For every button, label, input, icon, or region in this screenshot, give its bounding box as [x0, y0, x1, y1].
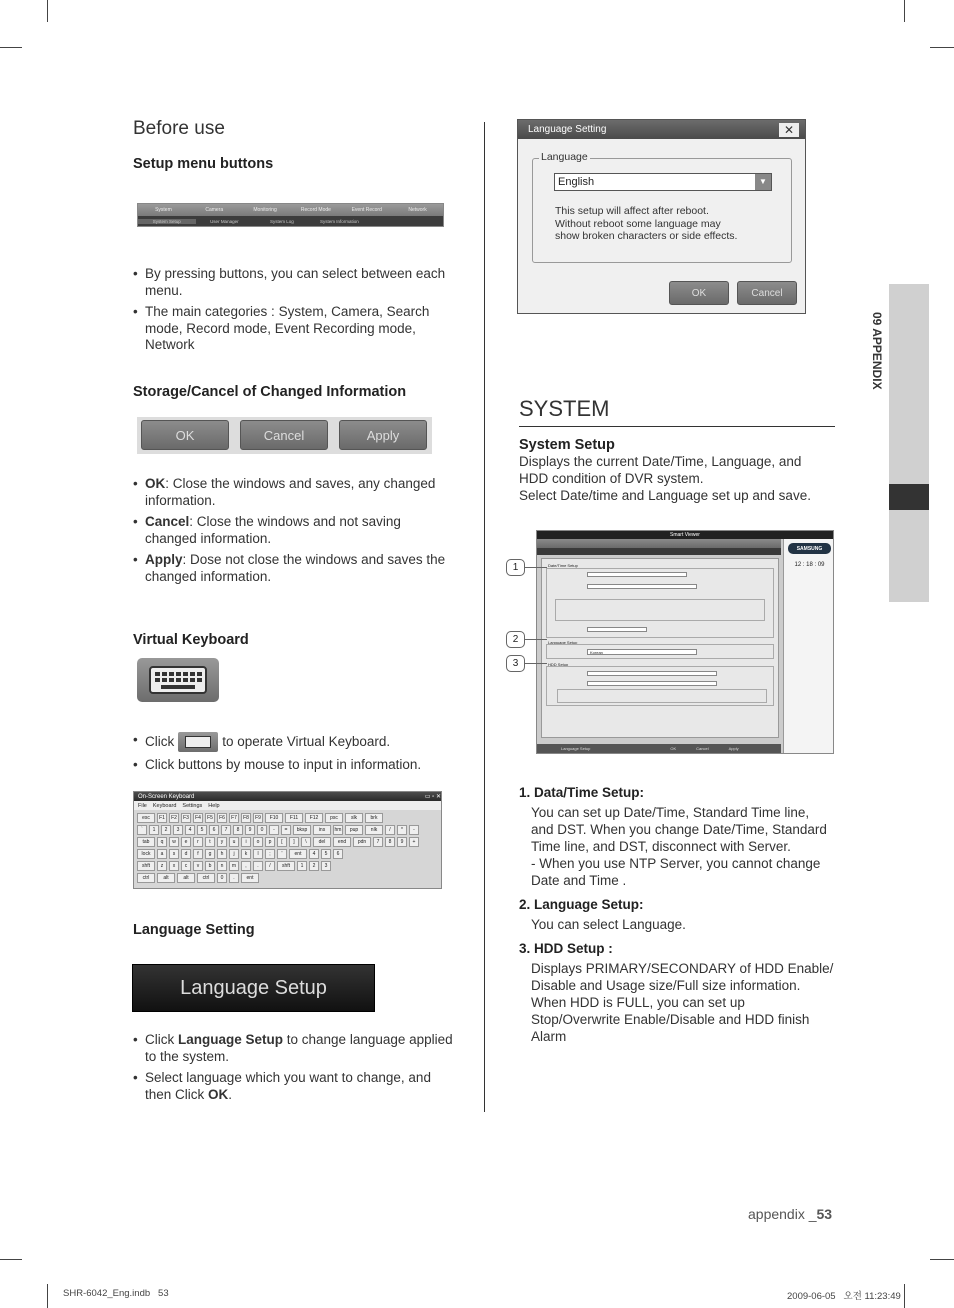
viewer-bottom-bar: Language Setup OK Cancel Apply — [537, 744, 781, 753]
dialog-titlebar: Language Setting ✕ — [518, 120, 805, 139]
osk-key[interactable]: v — [193, 861, 203, 871]
osk-key[interactable]: 4 — [185, 825, 195, 835]
osk-key[interactable]: psc — [325, 813, 343, 823]
file-info: SHR-6042_Eng.indb 53 — [63, 1288, 169, 1299]
osk-key[interactable]: x — [169, 861, 179, 871]
osk-key[interactable]: F12 — [305, 813, 323, 823]
osk-menu-item[interactable]: File — [138, 802, 147, 809]
page-number: appendix _53 — [748, 1206, 833, 1222]
system-intro: Displays the current Date/Time, Language, and HDD condition of DVR system. Select Date/time and Language set up and save. — [519, 454, 811, 503]
osk-key[interactable]: ctrl — [197, 873, 215, 883]
osk-key[interactable]: d — [181, 849, 191, 859]
osk-menu-item[interactable]: Settings — [182, 802, 203, 809]
viewer-subtabs — [537, 548, 781, 555]
keyboard-icon — [178, 732, 218, 752]
osk-key[interactable]: F10 — [265, 813, 283, 823]
osk-key[interactable]: ctrl — [137, 873, 155, 883]
crop-mark — [47, 0, 48, 22]
osk-key[interactable]: 0 — [217, 873, 227, 883]
viewer-sidebar — [783, 539, 834, 754]
crop-mark — [0, 1259, 22, 1260]
osk-key[interactable]: 6 — [209, 825, 219, 835]
osk-key[interactable]: r — [193, 837, 203, 847]
osk-key[interactable]: F7 — [229, 813, 239, 823]
crop-mark — [930, 47, 954, 48]
osk-key[interactable]: 6 — [333, 849, 343, 859]
callout-1: 1 — [506, 559, 525, 576]
osk-key[interactable]: . — [229, 873, 239, 883]
osk-key[interactable]: esc — [137, 813, 155, 823]
column-divider — [484, 122, 485, 1112]
system-setup-heading: System Setup — [519, 437, 615, 453]
osk-key[interactable]: lock — [137, 849, 155, 859]
vk-heading: Virtual Keyboard — [133, 632, 249, 648]
language-bullets — [133, 1032, 453, 1108]
osk-key[interactable]: p — [265, 837, 275, 847]
close-icon[interactable]: ✕ — [779, 123, 799, 137]
menu-subtab-bar — [138, 216, 443, 226]
osk-key[interactable]: 3 — [321, 861, 331, 871]
crop-mark — [904, 1284, 905, 1308]
menu-tab-bar — [138, 204, 443, 216]
osk-key[interactable]: h — [217, 849, 227, 859]
crop-mark — [0, 47, 22, 48]
osk-key[interactable]: F9 — [253, 813, 263, 823]
hdd-group — [546, 666, 774, 706]
vk-bullets — [133, 732, 453, 779]
osk-key[interactable]: slk — [345, 813, 363, 823]
language-select[interactable]: English ▼ — [554, 173, 772, 191]
osk-key[interactable]: k — [241, 849, 251, 859]
dialog-message: This setup will affect after reboot. Without reboot some language may show broken characters or side effects. — [555, 205, 738, 242]
osk-key[interactable]: , — [241, 861, 251, 871]
menu-tab[interactable]: Event Record — [351, 207, 382, 213]
osk-key[interactable]: t — [205, 837, 215, 847]
osk-key[interactable]: end — [333, 837, 351, 847]
osk-key[interactable]: 4 — [309, 849, 319, 859]
osk-key[interactable]: ' — [277, 849, 287, 859]
callout-3: 3 — [506, 655, 525, 672]
callout-line — [525, 663, 547, 664]
osk-key[interactable]: F2 — [169, 813, 179, 823]
osk-key[interactable]: * — [397, 825, 407, 835]
osk-key[interactable]: b — [205, 861, 215, 871]
osk-key[interactable]: \ — [301, 837, 311, 847]
crop-mark — [47, 1284, 48, 1308]
osk-key[interactable]: - — [409, 825, 419, 835]
title-rule — [519, 426, 835, 427]
list-item: • The main categories : System, Camera, Search mode, Record mode, Event Recording mode, Network — [133, 304, 453, 354]
list-item: 1. Data/Time Setup: You can set up Date/Time, Standard Time line, and DST. When you change Date/Time, Standard Time line, and DST, disconnect with Server. - When you use NTP Server, you cannot change Date and Time . — [519, 785, 827, 888]
setup-menu-bullets — [133, 266, 453, 359]
osk-key[interactable]: brk — [365, 813, 383, 823]
list-item: • Cancel: Close the windows and not saving changed information. — [133, 514, 453, 547]
language-setting-heading: Language Setting — [133, 922, 255, 938]
list-item: • Click to operate Virtual Keyboard. — [133, 732, 453, 752]
osk-key[interactable]: m — [229, 861, 239, 871]
osk-key[interactable]: F11 — [285, 813, 303, 823]
osk-key[interactable]: 1 — [149, 825, 159, 835]
system-title: SYSTEM — [519, 396, 610, 421]
menu-subtab[interactable]: User Manager — [210, 218, 239, 224]
menu-tab[interactable]: System — [155, 207, 172, 213]
menu-tab[interactable]: Record Mode — [300, 207, 331, 213]
callout-2: 2 — [506, 631, 525, 648]
osk-key[interactable]: ] — [289, 837, 299, 847]
osk-key[interactable]: 9 — [397, 837, 407, 847]
osk-key[interactable]: c — [181, 861, 191, 871]
viewer-titlebar: Smart Viewer — [537, 531, 833, 539]
osk-keys — [134, 810, 441, 888]
osk-key[interactable]: j — [229, 849, 239, 859]
viewer-tabs — [537, 539, 781, 548]
osk-key[interactable]: ent — [241, 873, 259, 883]
osk-key[interactable]: 9 — [245, 825, 255, 835]
setup-items — [519, 785, 835, 1045]
osk-key[interactable]: f — [193, 849, 203, 859]
dialog-cancel-button[interactable]: Cancel — [737, 281, 797, 305]
language-setup-button[interactable]: Language Setup — [132, 964, 375, 1012]
crop-mark — [904, 0, 905, 22]
osk-key[interactable]: F8 — [241, 813, 251, 823]
menu-subtab[interactable]: System Information — [320, 218, 359, 224]
osk-key[interactable]: i — [241, 837, 251, 847]
osk-key[interactable]: alt — [157, 873, 175, 883]
osk-key[interactable]: F4 — [193, 813, 203, 823]
callout-line — [525, 639, 547, 640]
group-label: Language — [541, 151, 588, 163]
osk-key[interactable]: 5 — [197, 825, 207, 835]
osk-key[interactable]: g — [205, 849, 215, 859]
osk-key[interactable]: pup — [345, 825, 363, 835]
print-stamp: 2009-06-05 오전 11:23:49 — [787, 1291, 901, 1302]
osk-menubar — [134, 801, 441, 810]
term: Apply — [145, 552, 183, 567]
ok-button[interactable]: OK — [141, 420, 229, 450]
osk-key[interactable]: u — [229, 837, 239, 847]
side-tab — [865, 284, 929, 602]
osk-key[interactable]: F5 — [205, 813, 215, 823]
osk-menu-item[interactable]: Help — [208, 802, 220, 809]
osk-key[interactable]: 1 — [297, 861, 307, 871]
osk-key[interactable]: 3 — [173, 825, 183, 835]
osk-key[interactable]: w — [169, 837, 179, 847]
setup-menu-heading: Setup menu buttons — [133, 156, 274, 172]
cancel-button[interactable]: Cancel — [240, 420, 328, 450]
list-item: 2. Language Setup: You can select Language. — [519, 897, 686, 932]
osk-key[interactable]: tab — [137, 837, 155, 847]
term: Cancel — [145, 514, 190, 529]
menu-subtab[interactable]: System Setup — [138, 219, 196, 224]
osk-key[interactable]: n — [217, 861, 227, 871]
osk-key[interactable]: ins — [313, 825, 331, 835]
section-title: Before use — [133, 118, 225, 139]
list-item: • Apply: Dose not close the windows and saves the changed information. — [133, 552, 453, 585]
osk-key[interactable]: hm — [334, 827, 342, 833]
list-item: 3. HDD Setup : Displays PRIMARY/SECONDARY of HDD Enable/ Disable and Usage size/Full size information. When HDD is FULL, you can set up Stop/Overwrite Enable/Disable and HDD finish Alarm — [519, 941, 834, 1044]
keyboard-icon — [149, 666, 207, 694]
osk-key[interactable]: o — [253, 837, 263, 847]
osk-key[interactable]: / — [385, 825, 395, 835]
osk-key[interactable]: 2 — [309, 861, 319, 871]
osk-key[interactable]: ; — [265, 849, 275, 859]
list-item: • OK: Close the windows and saves, any changed information. — [133, 476, 453, 509]
storage-bullets — [133, 476, 453, 590]
language-group — [532, 151, 792, 263]
osk-key[interactable]: pdn — [353, 837, 371, 847]
menu-subtab[interactable]: System Log — [269, 218, 294, 224]
storage-buttons-image — [137, 417, 432, 454]
keyboard-button[interactable] — [137, 658, 219, 702]
side-tab-marker — [889, 484, 929, 510]
osk-key[interactable]: 0 — [257, 825, 267, 835]
osk-key[interactable]: 8 — [385, 837, 395, 847]
osk-key[interactable]: q — [157, 837, 167, 847]
osk-key[interactable]: F6 — [217, 813, 227, 823]
osk-key[interactable]: 2 — [161, 825, 171, 835]
viewer-content: Date/Time Setup Language Setup Korean HDD Setup — [541, 558, 779, 738]
osk-key[interactable]: . — [253, 861, 263, 871]
osk-key[interactable]: shft — [277, 861, 295, 871]
osk-key[interactable]: alt — [177, 873, 195, 883]
list-item: • Select language which you want to change, and then Click OK. — [133, 1070, 453, 1103]
language-group: Korean — [546, 644, 774, 659]
menu-tab[interactable]: Network — [408, 207, 427, 213]
osk-key[interactable]: 7 — [221, 825, 231, 835]
osk-key[interactable]: 7 — [373, 837, 383, 847]
date-group — [546, 568, 774, 638]
osk-key[interactable]: F3 — [181, 813, 191, 823]
osk-key[interactable]: nlk — [365, 825, 383, 835]
side-tab-label: 09 APPENDIX — [870, 312, 884, 390]
samsung-logo: SAMSUNG — [788, 543, 831, 554]
osk-key[interactable]: del — [313, 837, 331, 847]
osk-key[interactable]: z — [157, 861, 167, 871]
osk-key[interactable]: l — [253, 849, 263, 859]
osk-key[interactable]: + — [409, 837, 419, 847]
osk-key[interactable]: - — [269, 825, 279, 835]
osk-key[interactable]: a — [157, 849, 167, 859]
list-item: • By pressing buttons, you can select between each menu. — [133, 266, 453, 299]
osk-titlebar: On-Screen Keyboard ▭ ▫ ✕ — [134, 792, 441, 801]
osk-key[interactable]: ent — [289, 849, 307, 859]
smart-viewer-screenshot — [536, 530, 834, 754]
callout-line — [525, 567, 547, 568]
on-screen-keyboard-image — [133, 791, 442, 889]
list-item: • Click Language Setup to change language applied to the system. — [133, 1032, 453, 1065]
osk-menu-item[interactable]: Keyboard — [152, 802, 177, 809]
osk-key[interactable]: / — [265, 861, 275, 871]
osk-key[interactable]: [ — [277, 837, 287, 847]
menu-tab[interactable]: Monitoring — [253, 207, 277, 213]
osk-key[interactable]: e — [181, 837, 191, 847]
language-setting-dialog — [517, 119, 806, 314]
term: OK — [145, 476, 166, 491]
osk-key[interactable]: bksp — [293, 825, 311, 835]
crop-mark — [930, 1259, 954, 1260]
osk-key[interactable]: ` — [137, 825, 147, 835]
dialog-ok-button[interactable]: OK — [669, 281, 729, 305]
storage-heading: Storage/Cancel of Changed Information — [133, 384, 407, 400]
osk-key[interactable]: s — [169, 849, 179, 859]
viewer-clock: 12 : 18 : 09 — [794, 562, 825, 568]
chevron-down-icon[interactable]: ▼ — [755, 174, 771, 190]
menu-tab[interactable]: Camera — [205, 207, 224, 213]
osk-key[interactable]: y — [217, 837, 227, 847]
apply-button[interactable]: Apply — [339, 420, 427, 450]
setup-menu-image — [137, 203, 444, 227]
osk-key[interactable]: 5 — [321, 849, 331, 859]
osk-key[interactable]: = — [281, 825, 291, 835]
list-item: • Click buttons by mouse to input in information. — [133, 757, 453, 774]
osk-key[interactable]: F1 — [157, 813, 167, 823]
osk-key[interactable]: 8 — [233, 825, 243, 835]
osk-key[interactable]: shft — [137, 861, 155, 871]
